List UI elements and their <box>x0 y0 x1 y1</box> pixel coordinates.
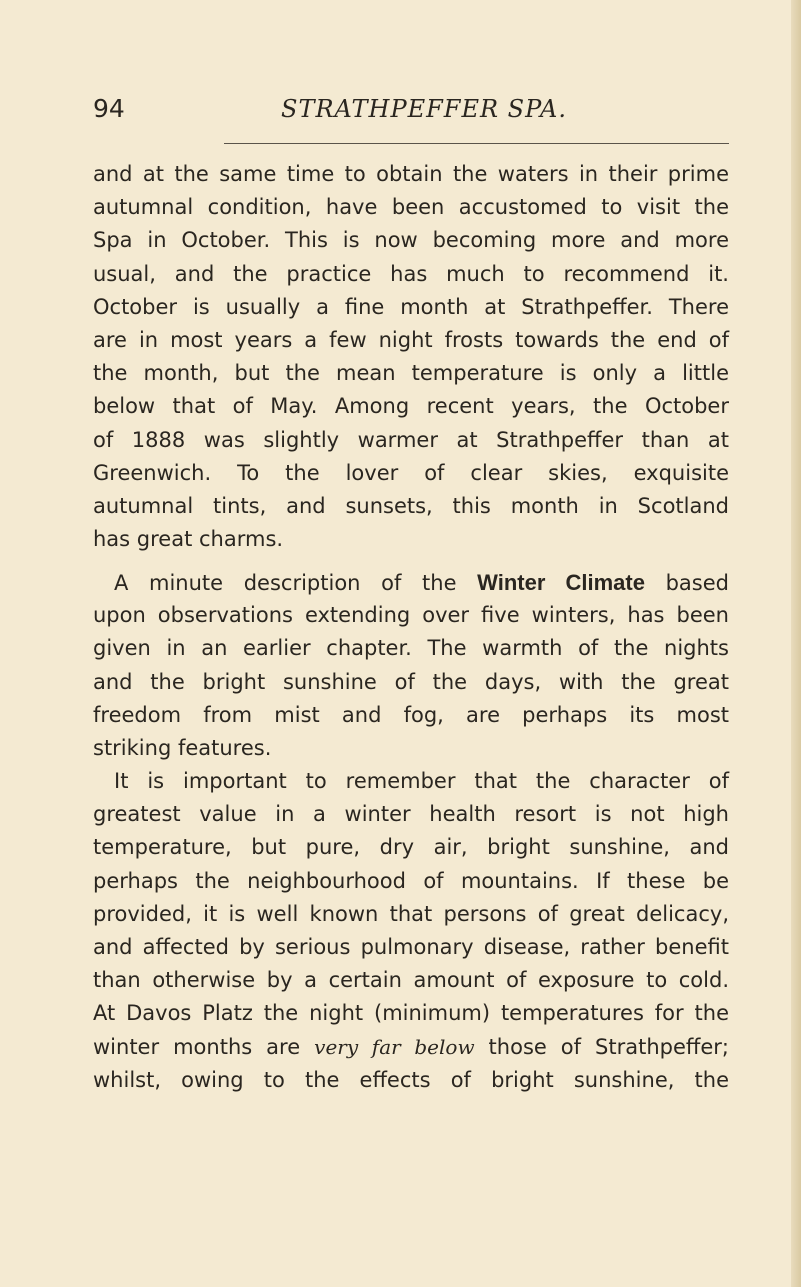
text-line: has great charms. <box>93 527 284 552</box>
text-line: autumnal tints, and sunsets, this month in Scotland <box>93 493 729 518</box>
text-line: temperature, but pure, dry air, bright sunshine, and <box>93 835 729 860</box>
text-line: and the bright sunshine of the days, with the great <box>93 669 729 694</box>
emphasis-text: very far below <box>314 1034 475 1059</box>
line-text: based <box>644 571 729 595</box>
line-text: winter months are <box>93 1034 315 1059</box>
text-line: than otherwise by a certain amount of exposure to cold. <box>93 968 729 993</box>
text-line: Spa in October. This is now becoming more and more <box>93 228 729 253</box>
text-line: greatest value in a winter health resort is not high <box>93 802 729 827</box>
text-line: given in an earlier chapter. The warmth of the nights <box>93 636 729 661</box>
text-line <box>93 566 729 599</box>
line-text: A minute description of the <box>114 571 478 595</box>
text-line: and at the same time to obtain the waters in their prime <box>93 162 729 186</box>
text-line: Greenwich. To the lover of clear skies, exquisite <box>93 460 729 485</box>
text-line: provided, it is well known that persons of great delicacy, <box>93 901 729 926</box>
header-rule <box>224 143 729 144</box>
text-line: whilst, owing to the effects of bright sunshine, the <box>93 1067 729 1092</box>
page-edge <box>791 0 801 1287</box>
text-line: usual, and the practice has much to recommend it. <box>93 261 729 286</box>
paragraph-3 <box>93 765 729 1097</box>
text-line <box>93 1031 729 1064</box>
text-line: upon observations extending over five winters, has been <box>93 603 729 628</box>
text-line: At Davos Platz the night (minimum) temperatures for the <box>93 1001 729 1026</box>
paragraph-1 <box>93 158 729 556</box>
text-line: and affected by serious pulmonary disease, rather benefit <box>93 934 729 959</box>
running-head: STRATHPEFFER SPA. <box>281 95 568 123</box>
text-line: are in most years a few night frosts towards the end of <box>93 327 729 352</box>
line-text: those of Strathpeffer; <box>474 1034 729 1059</box>
text-line: perhaps the neighbourhood of mountains. If these be <box>93 868 729 893</box>
line-text: It is important to remember that the character of <box>114 769 729 793</box>
text-line: October is usually a fine month at Strathpeffer. There <box>93 294 729 319</box>
page-number: 94 <box>93 94 125 123</box>
text-line: autumnal condition, have been accustomed to visit the <box>93 195 729 220</box>
paragraph-2 <box>93 566 729 765</box>
text-line: freedom from mist and fog, are perhaps its most <box>93 702 729 727</box>
text-line <box>93 765 729 798</box>
text-line: of 1888 was slightly warmer at Strathpeffer than at <box>93 427 729 452</box>
text-line: the month, but the mean temperature is only a little <box>93 361 729 386</box>
text-line: below that of May. Among recent years, the October <box>93 394 729 419</box>
page-header <box>93 92 729 128</box>
text-line: striking features. <box>93 735 272 760</box>
winter-climate-heading: Winter Climate <box>477 570 645 595</box>
